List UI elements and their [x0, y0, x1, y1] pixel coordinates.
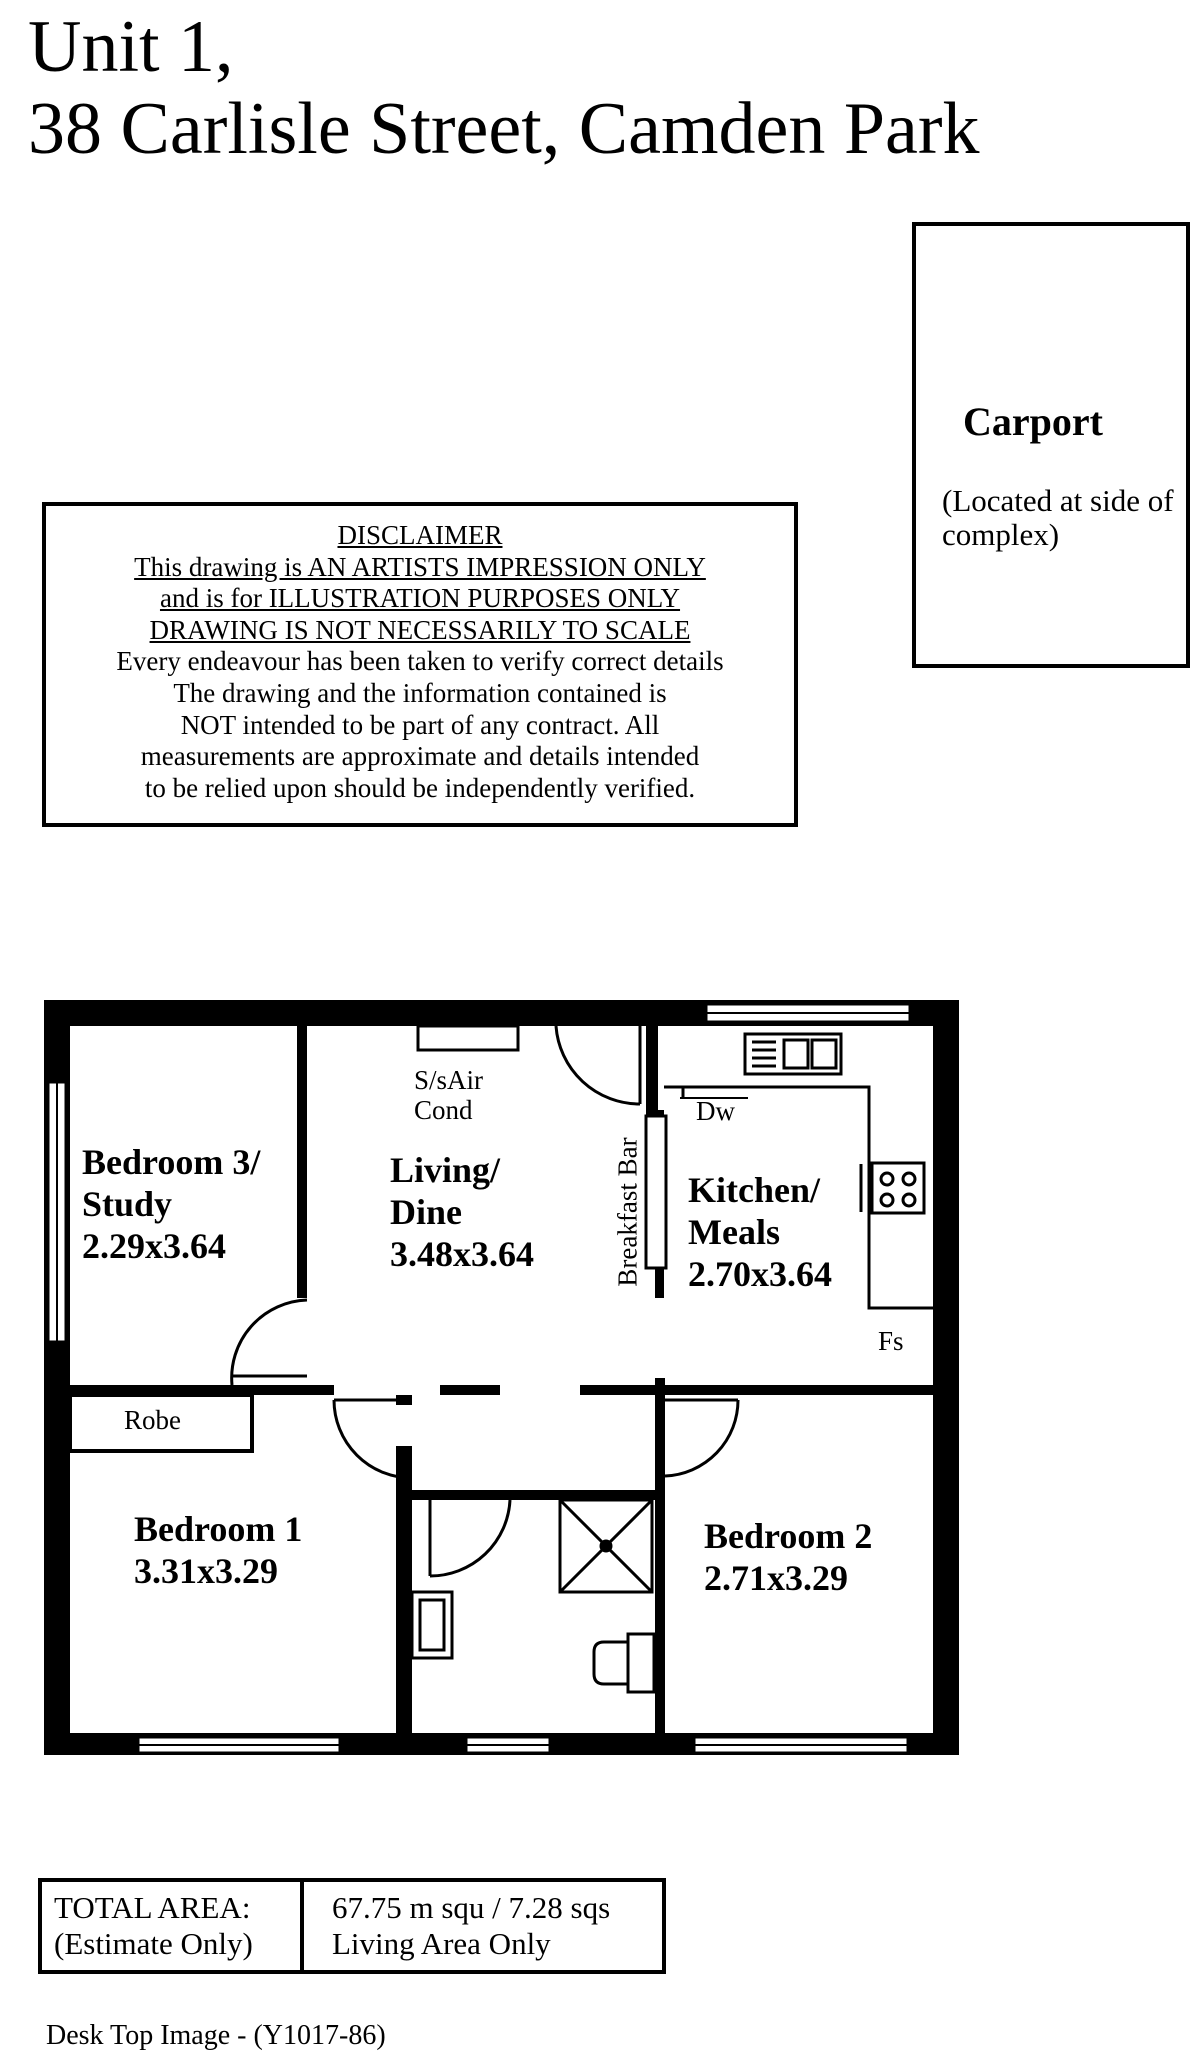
- floor-plan-walls: [44, 1000, 959, 1755]
- bedroom1-size: 3.31x3.29: [134, 1551, 278, 1591]
- disclaimer-line: Every endeavour has been taken to verify correct details: [116, 646, 724, 677]
- aircon-label-line2: Cond: [414, 1095, 473, 1125]
- total-area-value-line1: 67.75 m squ / 7.28 sqs: [332, 1890, 611, 1925]
- dishwasher-label: Dw: [696, 1096, 735, 1126]
- kitchen-size: 2.70x3.64: [688, 1254, 832, 1294]
- door-bedroom2: [665, 1400, 738, 1476]
- toilet-icon: [594, 1634, 654, 1692]
- title-address: 38 Carlisle Street, Camden Park: [28, 88, 980, 170]
- living-name-line2: Dine: [390, 1192, 462, 1232]
- footer-reference: Desk Top Image - (Y1017-86): [46, 2020, 386, 2051]
- bedroom1-name: Bedroom 1: [134, 1509, 303, 1549]
- wall-stub: [655, 1378, 665, 1396]
- total-area-value-line2: Living Area Only: [332, 1926, 551, 1961]
- living-size: 3.48x3.64: [390, 1234, 534, 1274]
- total-area-label-line2: (Estimate Only): [54, 1926, 253, 1961]
- disclaimer-heading: DISCLAIMER: [337, 520, 503, 550]
- outer-wall-right: [933, 1000, 959, 1755]
- kitchen-name-line2: Meals: [688, 1212, 780, 1252]
- living-name-line1: Living/: [390, 1150, 501, 1190]
- bedroom3-name-line1: Bedroom 3/: [82, 1142, 261, 1182]
- carport-label: Carport: [963, 399, 1103, 444]
- door-bedroom3: [232, 1300, 307, 1385]
- shower-icon: [560, 1500, 652, 1592]
- kitchen-name-line1: Kitchen/: [688, 1170, 820, 1210]
- total-area-label-line1: TOTAL AREA:: [54, 1890, 251, 1925]
- disclaimer-line: NOT intended to be part of any contract. All: [180, 709, 660, 740]
- door-bathroom: [430, 1500, 510, 1576]
- bedroom3-name-line2: Study: [82, 1184, 173, 1224]
- total-area-table: [38, 1878, 666, 1974]
- vanity-icon: [412, 1592, 452, 1658]
- robe-label: Robe: [124, 1405, 181, 1435]
- aircon-label-line1: S/sAir: [414, 1065, 484, 1095]
- wall-bed2-left: [655, 1395, 665, 1733]
- wall-kitchen-bottom: [580, 1385, 933, 1395]
- aircon-unit: [418, 1026, 518, 1050]
- bedroom2-name: Bedroom 2: [704, 1516, 873, 1556]
- total-area-divider: [300, 1882, 304, 1970]
- breakfast-bar-label: Breakfast Bar: [612, 1137, 643, 1287]
- bedroom3-size: 2.29x3.64: [82, 1226, 226, 1266]
- entry-door: [556, 1026, 640, 1104]
- wall-hall-mid: [440, 1385, 500, 1395]
- windows: [48, 1004, 910, 1753]
- disclaimer-line: DRAWING IS NOT NECESSARILY TO SCALE: [149, 614, 691, 645]
- disclaimer-line: measurements are approximate and details intended: [140, 741, 700, 772]
- bedroom2-size: 2.71x3.29: [704, 1558, 848, 1598]
- carport-note: (Located at side of complex): [942, 483, 1174, 552]
- wall-bed1-right: [396, 1446, 412, 1733]
- disclaimer-line: to be relied upon should be independently verified.: [144, 772, 696, 803]
- fridge-space-label: Fs: [878, 1326, 904, 1356]
- disclaimer-line: The drawing and the information contained is: [173, 677, 667, 708]
- breakfast-bar: [646, 1116, 666, 1268]
- disclaimer-line: This drawing is AN ARTISTS IMPRESSION ONLY: [134, 551, 706, 582]
- sink-icon: [745, 1034, 841, 1074]
- disclaimer-line: and is for ILLUSTRATION PURPOSES ONLY: [159, 583, 681, 614]
- title-unit: Unit 1,: [28, 6, 234, 88]
- wall-bed3-living: [297, 1026, 307, 1298]
- window-glazing-lines: [57, 1013, 910, 1745]
